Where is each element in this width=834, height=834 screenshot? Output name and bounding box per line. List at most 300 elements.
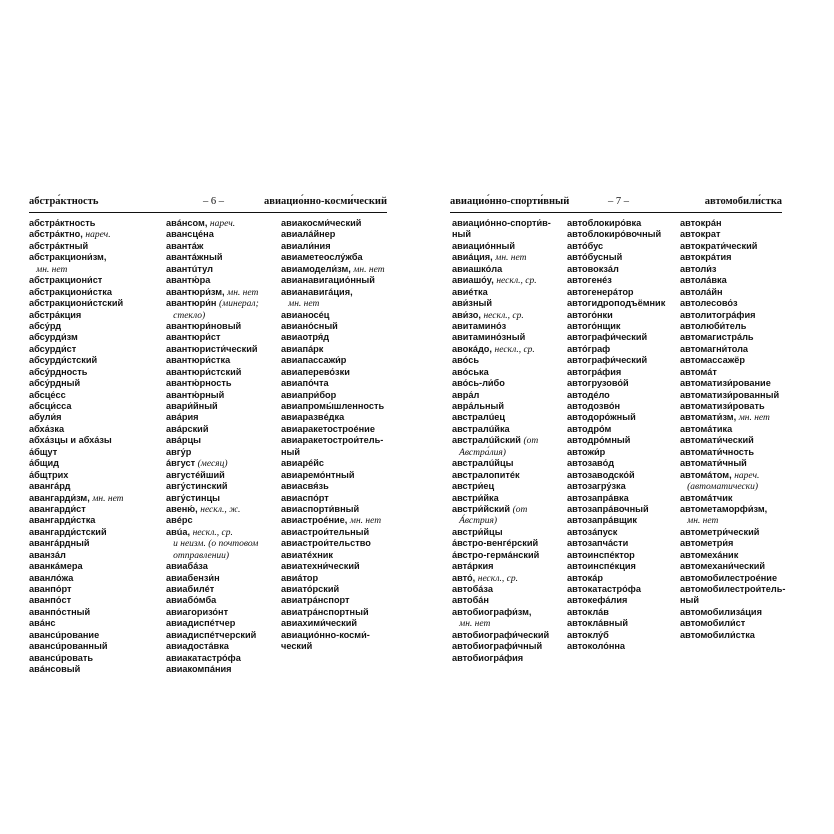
entry-headword: автоклáвный [567,618,628,629]
dictionary-entry [281,561,385,572]
dictionary-entry [29,355,124,366]
entry-grammar-note: (минерал; [219,299,259,310]
entry-headword: авиаперево́зки [281,366,350,377]
dictionary-entry [452,435,551,446]
dictionary-entry [680,561,785,572]
entry-headword: автозапрáвочный [567,503,649,514]
dictionary-entry [281,584,385,595]
dictionary-entry [680,607,785,618]
entry-grammar-note: мн. нет [495,253,527,264]
dictionary-entry [567,527,665,538]
dictionary-entry [567,573,665,584]
entry-headword: автомассажёр [680,355,745,366]
dictionary-entry [567,447,665,458]
dictionary-entry [281,470,385,481]
dictionary-entry [29,344,124,355]
entry-headword: автографи́ческий [567,332,648,343]
dictionary-entry [29,595,124,606]
dictionary-entry [281,252,385,263]
entry-grammar-note: нескл., ср. [483,310,524,321]
entry-headword: автомáтика [680,423,733,434]
entry-headword: а́встро-гермáнский [452,549,540,560]
dictionary-entry [452,344,551,355]
left-header-last-word: авиацио́нно-косми́ческий [264,196,387,207]
entry-headword: а́бщут [29,446,58,457]
entry-headword: ави́зный [452,298,493,309]
entry-headword: австри́йский [452,503,513,514]
entry-headword: авиамодели́зм, [281,263,354,274]
entry-headword: абсурди́стский [29,355,98,366]
entry-headword: автокрáтия [680,252,732,263]
entry-headword: автоколо́нна [567,641,626,652]
dictionary-entry [680,412,785,423]
dictionary-entry [680,401,785,412]
dictionary-entry [281,527,385,538]
dictionary-entry [452,641,551,652]
entry-headword: ный [452,229,472,240]
dictionary-entry [166,229,259,240]
entry-headword: автозапрáвка [567,492,629,503]
dictionary-entry [281,332,385,343]
dictionary-entry [29,298,124,309]
dictionary-entry [567,481,665,492]
dictionary-entry [452,630,551,641]
dictionary-entry [452,538,551,549]
entry-headword: авантю́рность [166,378,232,389]
entry-grammar-note: А́встрия) [452,516,498,527]
right-column-2 [567,218,665,653]
dictionary-entry [567,298,665,309]
dictionary-entry [281,390,385,401]
dictionary-entry [281,435,385,446]
entry-headword: авиато́рский [281,584,340,594]
entry-headword: авиапáрк [281,343,324,354]
entry-headword: автодоро́жный [567,412,636,423]
dictionary-entry [29,390,124,401]
entry-grammar-note: мн. нет [92,493,124,504]
entry-headword: автодéло [567,389,610,400]
entry-headword: авангарди́ст [29,503,86,514]
entry-headword: авантáжный [166,252,223,263]
dictionary-entry [567,607,665,618]
entry-headword: авиабáза [166,561,208,572]
dictionary-entry [29,538,124,549]
entry-headword: авиацио́нно-спорти́в- [452,218,551,228]
dictionary-entry [567,424,665,435]
entry-grammar-note: мн. нет [738,413,770,424]
dictionary-entry [166,584,259,595]
entry-headword: аво́ська [452,366,489,377]
entry-headword: автогидроподъёмник [567,298,666,309]
entry-headword: автоклу́б [567,629,609,640]
entry-headword: аванпо́стный [29,606,91,617]
dictionary-entry [29,412,124,423]
entry-headword: ный [680,595,700,606]
dictionary-entry [452,264,551,275]
dictionary-entry [281,504,385,515]
dictionary-entry [166,470,259,481]
entry-headword: авиакосми́ческий [281,218,362,228]
dictionary-entry [452,550,551,561]
dictionary-entry [29,664,124,675]
entry-headword: автометаморфи́зм, [680,503,768,514]
entry-headword: авиагоризо́нт [166,606,229,617]
entry-headword: авто́бусный [567,252,623,263]
dictionary-entry [29,481,124,492]
entry-headword: автозаво́д [567,458,615,469]
entry-headword: авиáция, [452,252,496,263]
dictionary-entry [29,630,124,641]
entry-headword: автомагни́тола [680,343,749,354]
dictionary-entry [452,653,551,664]
entry-headword: австралúец [452,412,506,423]
entry-headword: австралúйцы [452,458,514,469]
dictionary-entry [281,573,385,584]
entry-grammar-note: мн. нет [281,299,320,310]
entry-headword: авиацио́нный [452,240,516,251]
entry-headword: авиакатастро́фа [166,652,241,663]
dictionary-entry [452,458,551,469]
dictionary-entry [166,504,259,515]
dictionary-entry [29,424,124,435]
dictionary-entry [281,310,385,321]
dictionary-entry [567,412,665,423]
entry-headword: авиадостáвка [166,641,229,652]
dictionary-entry [452,607,551,618]
entry-headword: автозагру́зка [567,481,626,492]
entry-headword: автобиогрáфия [452,652,524,663]
dictionary-entry [29,493,124,504]
entry-headword: автоматизи́рование [680,378,771,389]
dictionary-entry [29,447,124,458]
entry-headword: авантюри́новый [166,320,242,331]
dictionary-entry [567,493,665,504]
entry-headword: авиано́сный [281,320,338,331]
dictionary-entry [281,641,385,652]
entry-headword: авангáрд [29,481,71,492]
entry-headword: автометри́я [680,538,734,549]
entry-headword: автографи́ческий [567,355,648,366]
dictionary-entry [29,241,124,252]
entry-headword: авансúровать [29,652,94,663]
entry-headword: авиаракетостроéние [281,423,375,434]
dictionary-entry [680,630,785,641]
dictionary-entry [281,481,385,492]
entry-headword: авиастрои́тельный [281,526,370,537]
entry-grammar-note: (месяц) [197,459,228,470]
dictionary-entry [281,447,385,458]
left-column-1 [29,218,124,676]
entry-headword: авиастроéние, [281,515,350,526]
dictionary-entry [567,287,665,298]
entry-headword: автомобилестрои́тель- [680,584,786,594]
dictionary-entry [567,390,665,401]
entry-headword: авиалáйнер [281,229,336,240]
entry-headword: авиаспорти́вный [281,503,360,514]
dictionary-entry [29,378,124,389]
entry-headword: авиатехни́ческий [281,561,360,572]
entry-headword: авангарди́зм, [29,492,93,503]
dictionary-entry [166,390,259,401]
dictionary-entry [29,458,124,469]
dictionary-entry [29,401,124,412]
dictionary-entry [452,504,551,515]
entry-grammar-note: и неизм. (о почтовом [166,539,259,550]
dictionary-entry [452,412,551,423]
dictionary-entry [680,470,785,481]
dictionary-entry [452,367,551,378]
dictionary-entry [29,515,124,526]
dictionary-entry [680,595,785,606]
entry-headword: авра́л [452,389,480,400]
dictionary-entry [680,538,785,549]
entry-headword: аванпо́ст [29,595,72,606]
entry-headword: автоблокиро́вочный [567,229,662,240]
entry-headword: автоблокиро́вка [567,218,642,228]
dictionary-entry [567,595,665,606]
entry-headword: автолесово́з [680,298,738,309]
dictionary-entry [567,229,665,240]
entry-headword: автомобили́стка [680,629,755,640]
entry-headword: автомати́зм, [680,412,739,423]
entry-headword: авто́граф [567,343,611,354]
entry-headword: авиабо́мба [166,595,217,606]
dictionary-entry [166,367,259,378]
dictionary-entry [567,321,665,332]
entry-headword: авангарди́стка [29,515,96,526]
entry-headword: авангáрдный [29,538,90,549]
dictionary-entry [680,264,785,275]
entry-headword: автомобилизáция [680,606,762,617]
dictionary-entry [452,275,551,286]
dictionary-entry [680,332,785,343]
dictionary-entry [680,378,785,389]
dictionary-entry [680,493,785,504]
dictionary-entry [166,412,259,423]
dictionary-entry [29,641,124,652]
entry-headword: авáрия [166,412,199,423]
entry-headword: автолáйн [680,286,723,297]
entry-headword: автовокзáл [567,263,619,274]
entry-headword: автозáпуск [567,526,618,537]
dictionary-entry [166,653,259,664]
dictionary-entry [166,641,259,652]
entry-headword: авáнсом, [166,218,210,228]
dictionary-entry [166,378,259,389]
dictionary-entry [567,538,665,549]
dictionary-entry [29,527,124,538]
entry-headword: абсурди́ст [29,343,77,354]
dictionary-entry [567,252,665,263]
dictionary-entry [680,390,785,401]
entry-headword: автозапчáсти [567,538,629,549]
entry-headword: автого́нки [567,309,613,320]
entry-headword: абстра́кция [29,309,82,320]
dictionary-entry [452,481,551,492]
dictionary-entry [452,218,551,229]
entry-grammar-note: Австра́лия) [452,447,506,458]
dictionary-entry [567,241,665,252]
entry-headword: абсце́сс [29,389,66,400]
entry-headword: ави́зо, [452,309,484,320]
entry-headword: австри́ец [452,481,495,492]
dictionary-entry [281,355,385,366]
dictionary-entry [680,321,785,332]
dictionary-entry [166,287,259,298]
dictionary-entry [281,401,385,412]
dictionary-entry [452,618,551,629]
dictionary-entry [281,344,385,355]
dictionary-entry [452,332,551,343]
entry-headword: абули́я [29,412,62,423]
entry-headword: автоматизи́ровать [680,401,765,411]
dictionary-entry [567,275,665,286]
dictionary-entry [281,264,385,275]
dictionary-entry [680,287,785,298]
entry-headword: авиапромы́шленность [281,401,385,411]
dictionary-entry [29,367,124,378]
dictionary-entry [281,378,385,389]
entry-headword: авантúтул [166,263,213,274]
left-header-first-word: абстра́ктность [29,196,99,207]
entry-grammar-note: (от [512,504,528,515]
dictionary-entry [567,264,665,275]
entry-headword: ный [281,446,301,457]
entry-headword: авáнсовый [29,664,81,675]
entry-headword: авиатрáнспортный [281,606,369,617]
entry-headword: автомагистрáль [680,332,754,343]
entry-grammar-note: нескл., ср. [192,527,233,538]
dictionary-entry [281,595,385,606]
entry-headword: австралúйский [452,435,524,446]
right-header-rule [450,212,782,213]
dictionary-entry [29,584,124,595]
dictionary-entry [166,664,259,675]
dictionary-entry [680,229,785,240]
entry-headword: авто́бус [567,240,604,251]
entry-headword: автокатастро́фа [567,584,641,594]
entry-headword: авгу́стинцы [166,492,220,503]
left-column-3 [281,218,385,653]
dictionary-entry [452,470,551,481]
dictionary-entry [452,229,551,240]
entry-grammar-note: нескл., ср. [496,276,537,287]
dictionary-entry [166,595,259,606]
entry-headword: австри́йка [452,492,499,503]
entry-grammar-note: нескл., ж. [200,504,241,515]
dictionary-entry [567,401,665,412]
entry-headword: абстра́ктность [29,218,96,228]
right-page-number: – 7 – [608,196,629,207]
entry-grammar-note: нескл., ср. [494,344,535,355]
entry-headword: авиатéхник [281,549,334,560]
entry-grammar-note: мн. нет [680,516,719,527]
entry-headword: автомехáник [680,549,739,560]
dictionary-entry [281,229,385,240]
entry-headword: автолáвка [680,275,727,286]
entry-headword: авиаспо́рт [281,492,329,503]
entry-headword: авúа, [166,526,193,537]
dictionary-entry [680,435,785,446]
entry-headword: авитамино́зный [452,332,526,343]
entry-headword: авиéтка [452,286,488,297]
entry-headword: авиапри́бор [281,389,337,400]
dictionary-entry [281,218,385,229]
entry-headword: аво́сь [452,355,480,366]
dictionary-entry [166,561,259,572]
entry-grammar-note: мн. нет [353,264,385,275]
dictionary-entry [29,573,124,584]
dictionary-entry [680,527,785,538]
entry-grammar-note: мн. нет [349,516,382,527]
dictionary-entry [452,561,551,572]
dictionary-entry [567,618,665,629]
entry-headword: автозапрáвщик [567,515,637,526]
entry-headword: абстра́ктный [29,240,89,251]
dictionary-entry [680,550,785,561]
entry-headword: абстракциони́зм, [29,252,107,263]
entry-headword: автогрузово́й [567,378,629,389]
entry-headword: авансúрование [29,629,100,640]
entry-headword: авиáтор [281,572,319,583]
dictionary-entry [166,458,259,469]
dictionary-entry [281,458,385,469]
dictionary-entry [567,504,665,515]
dictionary-entry [29,561,124,572]
dictionary-entry [281,424,385,435]
entry-headword: авантюри́зм, [166,286,228,297]
entry-headword: ческий [281,641,313,652]
entry-headword: автогрáфия [567,366,622,377]
dictionary-entry [166,252,259,263]
entry-headword: авансúрованный [29,641,108,652]
dictionary-entry [166,618,259,629]
dictionary-entry [281,367,385,378]
dictionary-entry [452,287,551,298]
dictionary-entry [166,573,259,584]
entry-headword: автобиографи́чный [452,641,543,652]
entry-headword: аванзáл [29,549,66,560]
entry-headword: абсу́рдный [29,378,81,389]
dictionary-entry [452,321,551,332]
entry-headword: авианосéц [281,309,330,320]
entry-headword: авантюристи́ческий [166,343,258,354]
dictionary-entry [166,218,259,229]
dictionary-entry [281,298,385,309]
dictionary-entry [452,447,551,458]
entry-grammar-note: нареч. [85,230,111,241]
entry-headword: автобиографи́ческий [452,629,550,640]
entry-headword: автоматизи́рованный [680,389,780,400]
dictionary-entry [166,607,259,618]
entry-headword: а́бщид [29,458,60,469]
entry-headword: абсурди́зм [29,332,78,343]
entry-grammar-note: отправлении) [166,550,230,561]
entry-headword: авиаотря́д [281,332,330,343]
entry-headword: авантюри́стка [166,355,231,366]
left-page-header [29,196,387,210]
entry-headword: авáрцы [166,435,201,446]
dictionary-entry [680,481,785,492]
dictionary-entry [166,298,259,309]
entry-headword: автометри́ческий [680,526,760,537]
dictionary-entry [452,527,551,538]
dictionary-entry [452,584,551,595]
dictionary-entry [680,355,785,366]
dictionary-entry [567,367,665,378]
dictionary-entry [567,435,665,446]
dictionary-entry [281,607,385,618]
